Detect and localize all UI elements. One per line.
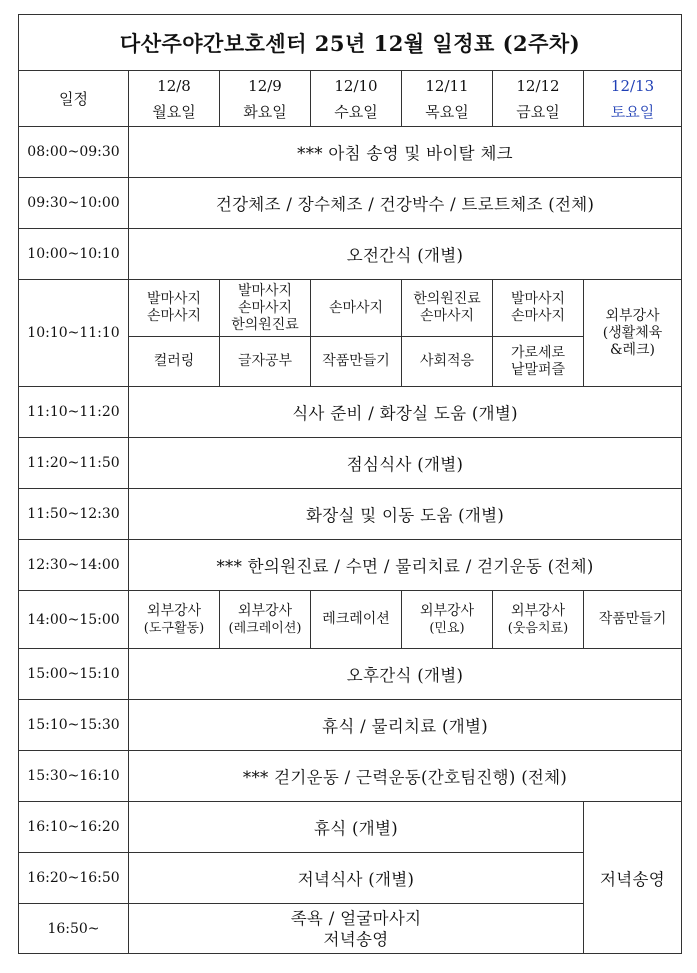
activity-cell: 저녁식사 (개별) [129, 853, 584, 904]
activity-line: 외부강사 [419, 602, 475, 619]
activity-line: 손마사지 [510, 308, 566, 324]
activity-line: 발마사지 [510, 291, 566, 307]
activity-line: 저녁송영 [323, 929, 389, 949]
time-cell: 15:30~16:10 [19, 751, 129, 802]
activity-cell-thu: 사회적응 [402, 337, 493, 387]
activity-line: &레크) [610, 341, 656, 358]
day-name: 월요일 [152, 102, 196, 121]
activity-cell: 건강체조 / 장수체조 / 건강박수 / 트로트체조 (전체) [129, 178, 682, 229]
day-name: 금요일 [516, 102, 560, 121]
activity-cell: 점심식사 (개별) [129, 438, 682, 489]
time-cell: 16:10~16:20 [19, 802, 129, 853]
day-header-fri [493, 71, 584, 127]
day-header-sat [584, 71, 682, 127]
day-date: 12/11 [425, 76, 469, 95]
day-date: 12/10 [334, 76, 378, 95]
day-name: 토요일 [610, 102, 655, 121]
time-cell: 10:00~10:10 [19, 229, 129, 280]
activity-cell-wed: 작품만들기 [311, 337, 402, 387]
day-date: 12/12 [516, 76, 560, 95]
activity-cell: *** 한의원진료 / 수면 / 물리치료 / 걷기운동 (전체) [129, 540, 682, 591]
activity-line: 손마사지 [237, 299, 293, 316]
time-cell: 11:50~12:30 [19, 489, 129, 540]
time-cell: 09:30~10:00 [19, 178, 129, 229]
activity-line: 작품만들기 [598, 611, 667, 627]
time-cell: 12:30~14:00 [19, 540, 129, 591]
day-name: 목요일 [425, 102, 469, 121]
activity-line: 외부강사 [510, 602, 566, 619]
activity-cell-tue [220, 280, 311, 337]
time-cell: 15:00~15:10 [19, 649, 129, 700]
schedule-sheet [18, 14, 681, 954]
activity-cell: 오후간식 (개별) [129, 649, 682, 700]
activity-cell: 휴식 (개별) [129, 802, 584, 853]
schedule-table [18, 14, 682, 954]
activity-line: 낱말퍼즐 [510, 361, 566, 378]
activity-cell: 오전간식 (개별) [129, 229, 682, 280]
activity-line: (민요) [429, 620, 465, 636]
activity-cell-fri [493, 280, 584, 337]
activity-cell-fri [493, 591, 584, 649]
activity-cell-thu [402, 591, 493, 649]
activity-line: 발마사지 [237, 282, 293, 299]
activity-cell-tue [220, 591, 311, 649]
activity-cell-sat [584, 591, 682, 649]
activity-cell [129, 904, 584, 954]
day-date: 12/13 [610, 76, 655, 95]
activity-cell-fri [493, 337, 584, 387]
activity-line: 손마사지 [328, 299, 384, 316]
activity-line: (도구활동) [143, 620, 205, 636]
activity-cell-tue: 글자공부 [220, 337, 311, 387]
day-date: 12/8 [157, 76, 191, 95]
time-cell: 14:00~15:00 [19, 591, 129, 649]
activity-line: 손마사지 [419, 308, 475, 324]
day-header-wed [311, 71, 402, 127]
activity-cell-mon: 컬러링 [129, 337, 220, 387]
activity-line: (레크레이션) [228, 620, 302, 636]
activity-line: 가로세로 [510, 344, 566, 361]
activity-cell: 휴식 / 물리치료 (개별) [129, 700, 682, 751]
day-name: 화요일 [243, 102, 287, 121]
activity-cell-sat [584, 280, 682, 387]
activity-line: 손마사지 [146, 308, 202, 324]
activity-cell: 식사 준비 / 화장실 도움 (개별) [129, 387, 682, 438]
day-header-thu [402, 71, 493, 127]
saturday-evening-cell: 저녁송영 [584, 802, 682, 954]
time-cell: 16:20~16:50 [19, 853, 129, 904]
activity-line: (생활체육 [602, 324, 663, 341]
activity-line: 외부강사 [237, 602, 293, 619]
day-date: 12/9 [248, 76, 282, 95]
time-cell: 10:10~11:10 [19, 280, 129, 387]
day-header-tue [220, 71, 311, 127]
activity-line: 외부강사 [146, 602, 202, 619]
activity-cell-wed [311, 280, 402, 337]
time-cell: 16:50~ [19, 904, 129, 954]
page-title: 다산주야간보호센터 25년 12월 일정표 (2주차) [19, 15, 682, 71]
activity-line: 외부강사 [605, 307, 660, 324]
activity-cell: *** 아침 송영 및 바이탈 체크 [129, 127, 682, 178]
time-cell: 08:00~09:30 [19, 127, 129, 178]
activity-cell-mon [129, 280, 220, 337]
activity-line: (웃음치료) [507, 620, 569, 636]
activity-cell-thu [402, 280, 493, 337]
day-name: 수요일 [334, 102, 378, 121]
activity-line: 한의원진료 [413, 291, 481, 307]
day-header-mon [129, 71, 220, 127]
activity-cell-wed [311, 591, 402, 649]
activity-cell: 화장실 및 이동 도움 (개별) [129, 489, 682, 540]
time-cell: 11:20~11:50 [19, 438, 129, 489]
time-cell: 11:10~11:20 [19, 387, 129, 438]
schedule-label: 일정 [19, 71, 129, 127]
time-cell: 15:10~15:30 [19, 700, 129, 751]
activity-cell-mon [129, 591, 220, 649]
activity-line: 발마사지 [146, 291, 202, 307]
activity-cell: *** 걷기운동 / 근력운동(간호팀진행) (전체) [129, 751, 682, 802]
activity-line: 한의원진료 [231, 316, 299, 333]
activity-line: 족욕 / 얼굴마사지 [290, 908, 422, 928]
activity-line: 레크레이션 [322, 611, 390, 627]
